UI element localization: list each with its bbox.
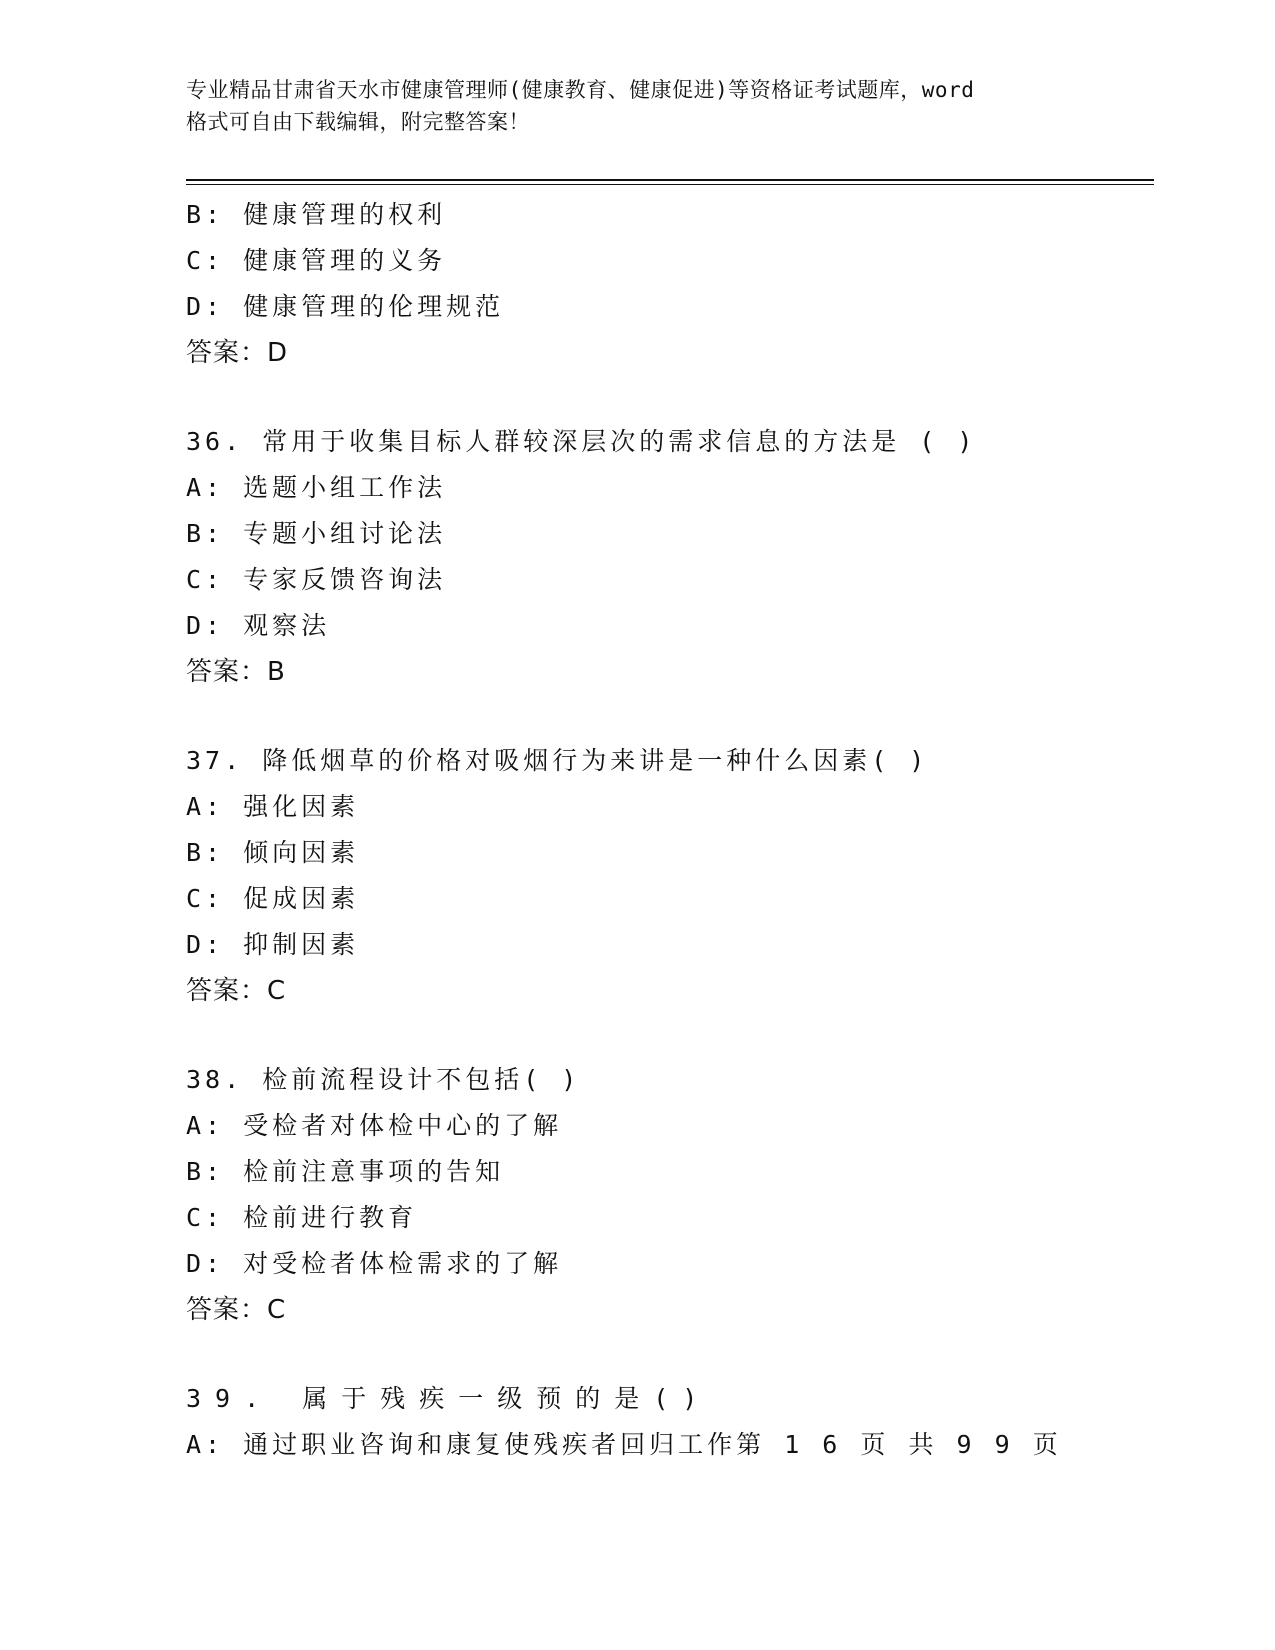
- option-a: A: 强化因素: [186, 792, 360, 821]
- document-header: [186, 74, 1086, 138]
- question-text: 36. 常用于收集目标人群较深层次的需求信息的方法是 ( ): [186, 427, 977, 456]
- answer: 答案：C: [186, 1295, 287, 1325]
- option-b: B: 检前注意事项的告知: [186, 1157, 505, 1186]
- option-a-with-footer: [186, 1422, 1146, 1468]
- option-d: D: 健康管理的伦理规范: [186, 292, 505, 321]
- question-text: 38. 检前流程设计不包括( ): [186, 1065, 581, 1094]
- spacer: [186, 1014, 1146, 1057]
- option-a: A: 通过职业咨询和康复使残疾者回归工作: [186, 1430, 737, 1459]
- header-line-2: 格式可自由下载编辑，附完整答案！: [186, 110, 530, 134]
- spacer: [186, 695, 1146, 738]
- option-c: C: 专家反馈咨询法: [186, 565, 447, 594]
- option-d: D: 抑制因素: [186, 930, 360, 959]
- header-divider-thin: [186, 184, 1154, 185]
- option-a: A: 受检者对体检中心的了解: [186, 1111, 563, 1140]
- question-37-block: [186, 738, 1146, 1014]
- option-c: C: 健康管理的义务: [186, 246, 447, 275]
- question-text: 37. 降低烟草的价格对吸烟行为来讲是一种什么因素( ): [186, 746, 929, 775]
- question-36-block: [186, 419, 1146, 695]
- option-b: B: 专题小组讨论法: [186, 519, 447, 548]
- header-line-1: 专业精品甘肃省天水市健康管理师(健康教育、健康促进)等资格证考试题库，word: [186, 78, 975, 102]
- option-b: B: 倾向因素: [186, 838, 360, 867]
- question-text: 39. 属于残疾一级预的是(): [186, 1384, 712, 1413]
- option-a: A: 选题小组工作法: [186, 473, 447, 502]
- answer: 答案：B: [186, 657, 286, 687]
- question-list: [186, 192, 1146, 1468]
- answer: 答案：D: [186, 338, 289, 368]
- spacer: [186, 1333, 1146, 1376]
- page-footer: 第 1 6 页 共 9 9 页: [736, 1430, 1062, 1459]
- option-b: B: 健康管理的权利: [186, 200, 447, 229]
- answer: 答案：C: [186, 976, 287, 1006]
- option-d: D: 观察法: [186, 611, 331, 640]
- option-c: C: 检前进行教育: [186, 1203, 418, 1232]
- option-d: D: 对受检者体检需求的了解: [186, 1249, 563, 1278]
- option-c: C: 促成因素: [186, 884, 360, 913]
- question-38-block: [186, 1057, 1146, 1333]
- question-39-block: [186, 1376, 1146, 1468]
- header-divider-thick: [186, 179, 1154, 181]
- question-35-block: [186, 192, 1146, 376]
- spacer: [186, 376, 1146, 419]
